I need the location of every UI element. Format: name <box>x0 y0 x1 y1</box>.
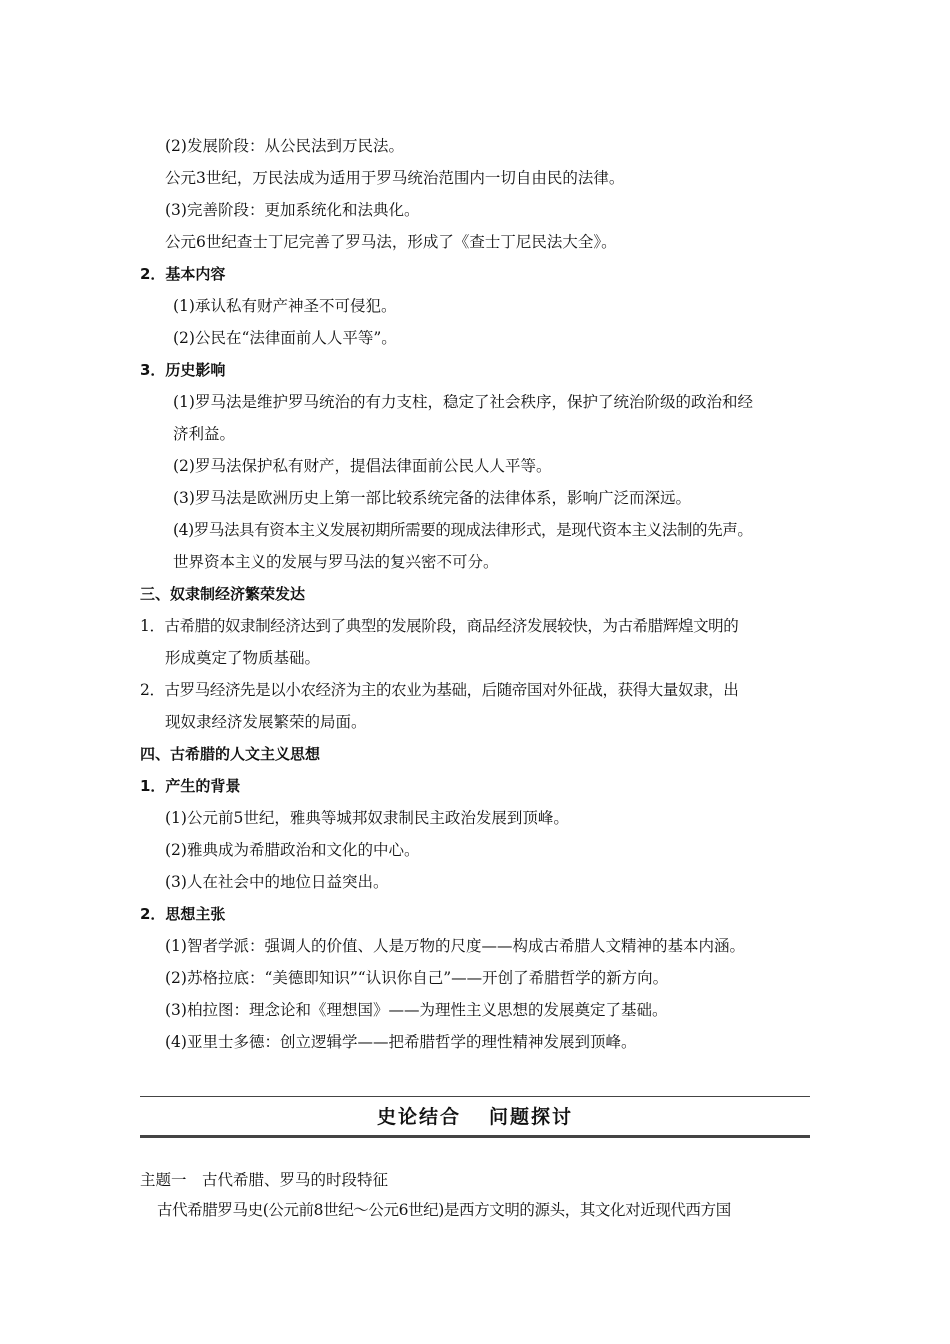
section-heading: 三、奴隶制经济繁荣发达 <box>140 585 306 603</box>
text-line: 现奴隶经济发展繁荣的局面。 <box>165 713 367 731</box>
text-line: 1．古希腊的奴隶制经济达到了典型的发展阶段，商品经济发展较快，为古希腊辉煌文明的 <box>140 617 739 635</box>
text-line: (3)柏拉图：理念论和《理想国》——为理性主义思想的发展奠定了基础。 <box>165 1001 668 1019</box>
text-line: 世界资本主义的发展与罗马法的复兴密不可分。 <box>173 553 499 571</box>
text-line: (3)完善阶段：更加系统化和法典化。 <box>165 201 420 219</box>
text-line: (4)罗马法具有资本主义发展初期所需要的现成法律形式，是现代资本主义法制的先声。 <box>173 521 753 539</box>
text-line: (2)雅典成为希腊政治和文化的中心。 <box>165 841 420 859</box>
section-heading: 2．思想主张 <box>140 905 226 923</box>
banner-title-part1: 史论结合 <box>376 1106 461 1128</box>
text-line: (2)公民在“法律面前人人平等”。 <box>173 329 397 347</box>
banner-title <box>140 1104 810 1130</box>
text-line: (4)亚里士多德：创立逻辑学——把希腊哲学的理性精神发展到顶峰。 <box>165 1033 637 1051</box>
text-line: (3)罗马法是欧洲历史上第一部比较系统完备的法律体系，影响广泛而深远。 <box>173 489 691 507</box>
section-heading: 2．基本内容 <box>140 265 226 283</box>
text-line: (2)罗马法保护私有财产，提倡法律面前公民人人平等。 <box>173 457 552 475</box>
banner-bottom-rule <box>140 1135 810 1138</box>
banner-top-rule <box>140 1096 810 1097</box>
section-heading: 1．产生的背景 <box>140 777 241 795</box>
section-heading: 四、古希腊的人文主义思想 <box>140 745 321 763</box>
text-line: (1)罗马法是维护罗马统治的有力支柱，稳定了社会秩序，保护了统治阶级的政治和经 <box>173 393 753 411</box>
text-line: (2)苏格拉底：“美德即知识”“认识你自己”——开创了希腊哲学的新方向。 <box>165 969 669 987</box>
section-heading: 3．历史影响 <box>140 361 226 379</box>
text-line: 古代希腊罗马史(公元前8世纪～公元6世纪)是西方文明的源头，其文化对近现代西方国 <box>157 1201 731 1219</box>
text-line: (1)承认私有财产神圣不可侵犯。 <box>173 297 397 315</box>
text-line: (1)公元前5世纪，雅典等城邦奴隶制民主政治发展到顶峰。 <box>165 809 569 827</box>
banner-title-part2: 问题探讨 <box>489 1106 574 1128</box>
text-line: (3)人在社会中的地位日益突出。 <box>165 873 389 891</box>
text-line: (1)智者学派：强调人的价值、人是万物的尺度——构成古希腊人文精神的基本内涵。 <box>165 937 745 955</box>
text-line: 2．古罗马经济先是以小农经济为主的农业为基础，后随帝国对外征战，获得大量奴隶，出 <box>140 681 739 699</box>
topic-heading: 主题一 古代希腊、罗马的时段特征 <box>140 1171 389 1189</box>
text-line: 公元3世纪，万民法成为适用于罗马统治范围内一切自由民的法律。 <box>165 169 625 187</box>
text-line: 公元6世纪查士丁尼完善了罗马法，形成了《查士丁尼民法大全》。 <box>165 233 617 251</box>
text-line: (2)发展阶段：从公民法到万民法。 <box>165 137 404 155</box>
text-line: 济利益。 <box>173 425 236 443</box>
text-line: 形成奠定了物质基础。 <box>165 649 321 667</box>
